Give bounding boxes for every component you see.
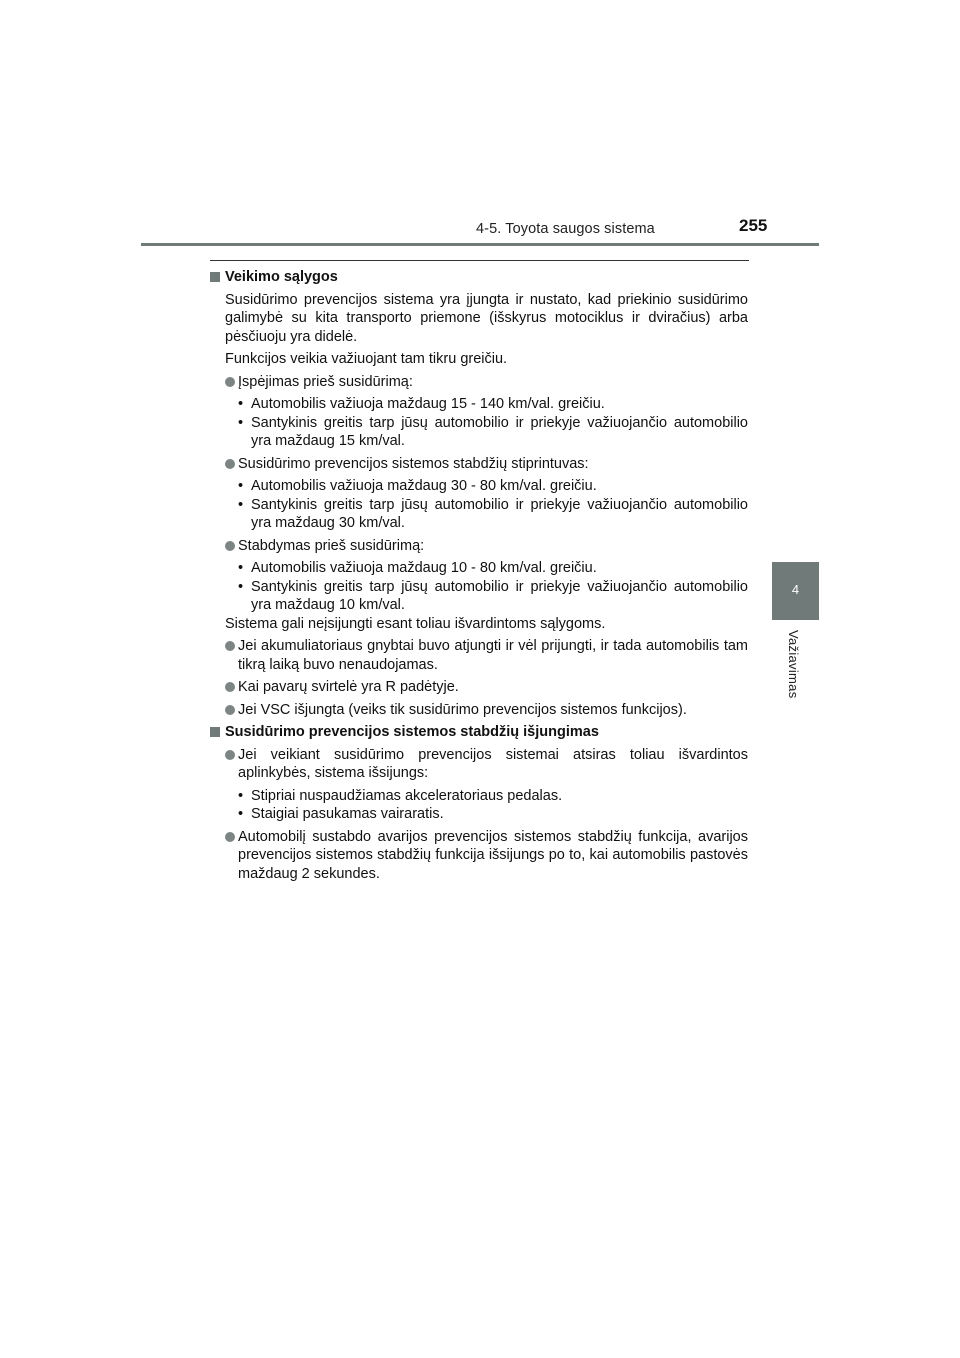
sub-list-item: • Automobilis važiuoja maždaug 15 - 140 km/val. greičiu. bbox=[210, 395, 748, 414]
chapter-tab-number: 4 bbox=[791, 582, 800, 597]
paragraph: Susidūrimo prevencijos sistema yra įjungta ir nustato, kad priekinio susidūrimo galimybė su kita transporto priemone (išskyrus motociklus ir dviračius) arba pėsčiuoju yra didelė. bbox=[225, 291, 748, 345]
content-top-rule bbox=[210, 260, 749, 261]
chapter-tab-label: Važiavimas bbox=[786, 630, 801, 699]
sub-list-item: • Santykinis greitis tarp jūsų automobilio ir priekyje važiuojančio automobilio yra maždaug 10 km/val. bbox=[210, 578, 748, 615]
list-item-text: Įspėjimas prieš susidūrimą: bbox=[238, 373, 413, 390]
sub-list-item: • Automobilis važiuoja maždaug 30 - 80 km/val. greičiu. bbox=[210, 477, 748, 496]
circle-bullet-icon bbox=[225, 541, 235, 551]
list-item-text: Susidūrimo prevencijos sistemos stabdžių stiprintuvas: bbox=[238, 455, 589, 472]
list-item bbox=[210, 637, 748, 674]
list-item bbox=[210, 373, 748, 392]
header-rule bbox=[141, 243, 819, 246]
section-heading bbox=[210, 268, 748, 287]
list-item-text: Automobilį sustabdo avarijos prevencijos sistemos stabdžių funkcija, avarijos prevencijos sistemos stabdžių funkcija išsijungs po to, kai automobilis pastovės maždaug 2 sekundes. bbox=[238, 828, 748, 882]
list-item bbox=[210, 828, 748, 884]
circle-bullet-icon bbox=[225, 459, 235, 469]
sub-list bbox=[210, 559, 748, 615]
chapter-tab[interactable] bbox=[772, 562, 819, 620]
sub-list-item: • Staigiai pasukamas vairaratis. bbox=[210, 805, 748, 824]
list-item-text: Jei akumuliatoriaus gnybtai buvo atjungti ir vėl prijungti, ir tada automobilis tam tikrą laiką buvo nenaudojamas. bbox=[238, 638, 748, 673]
square-bullet-icon bbox=[210, 727, 220, 737]
sub-list-item: • Santykinis greitis tarp jūsų automobilio ir priekyje važiuojančio automobilio yra maždaug 15 km/val. bbox=[210, 414, 748, 451]
list-item bbox=[210, 746, 748, 783]
list-item bbox=[210, 455, 748, 474]
section-heading-text: Susidūrimo prevencijos sistemos stabdžių išjungimas bbox=[225, 724, 599, 740]
circle-bullet-icon bbox=[225, 832, 235, 842]
list-item-text: Jei veikiant susidūrimo prevencijos sistemai atsiras toliau išvardintos aplinkybės, sistema išsijungs: bbox=[238, 746, 748, 781]
page-number: 255 bbox=[739, 216, 768, 235]
circle-bullet-icon bbox=[225, 750, 235, 760]
circle-bullet-icon bbox=[225, 682, 235, 692]
sub-list-item: • Stipriai nuspaudžiamas akceleratoriaus pedalas. bbox=[210, 787, 748, 806]
paragraph: Sistema gali neįsijungti esant toliau išvardintoms sąlygoms. bbox=[225, 615, 606, 632]
list-item bbox=[210, 678, 748, 697]
list-item-text: Kai pavarų svirtelė yra R padėtyje. bbox=[238, 679, 459, 695]
section-heading bbox=[210, 723, 748, 742]
circle-bullet-icon bbox=[225, 641, 235, 651]
page-header-section: 4-5. Toyota saugos sistema bbox=[476, 221, 655, 237]
list-item bbox=[210, 701, 748, 720]
list-item-text: Stabdymas prieš susidūrimą: bbox=[238, 537, 425, 554]
circle-bullet-icon bbox=[225, 705, 235, 715]
sub-list bbox=[210, 787, 748, 824]
paragraph: Funkcijos veikia važiuojant tam tikru greičiu. bbox=[225, 351, 508, 367]
list-item bbox=[210, 537, 748, 556]
sub-list bbox=[210, 477, 748, 533]
circle-bullet-icon bbox=[225, 377, 235, 387]
sub-list-item: • Santykinis greitis tarp jūsų automobilio ir priekyje važiuojančio automobilio yra maždaug 30 km/val. bbox=[210, 496, 748, 533]
section-heading-text: Veikimo sąlygos bbox=[225, 269, 338, 285]
page-content bbox=[210, 268, 748, 887]
square-bullet-icon bbox=[210, 272, 220, 282]
list-item-text: Jei VSC išjungta (veiks tik susidūrimo prevencijos sistemos funkcijos). bbox=[238, 701, 687, 718]
sub-list bbox=[210, 395, 748, 451]
sub-list-item: • Automobilis važiuoja maždaug 10 - 80 km/val. greičiu. bbox=[210, 559, 748, 578]
